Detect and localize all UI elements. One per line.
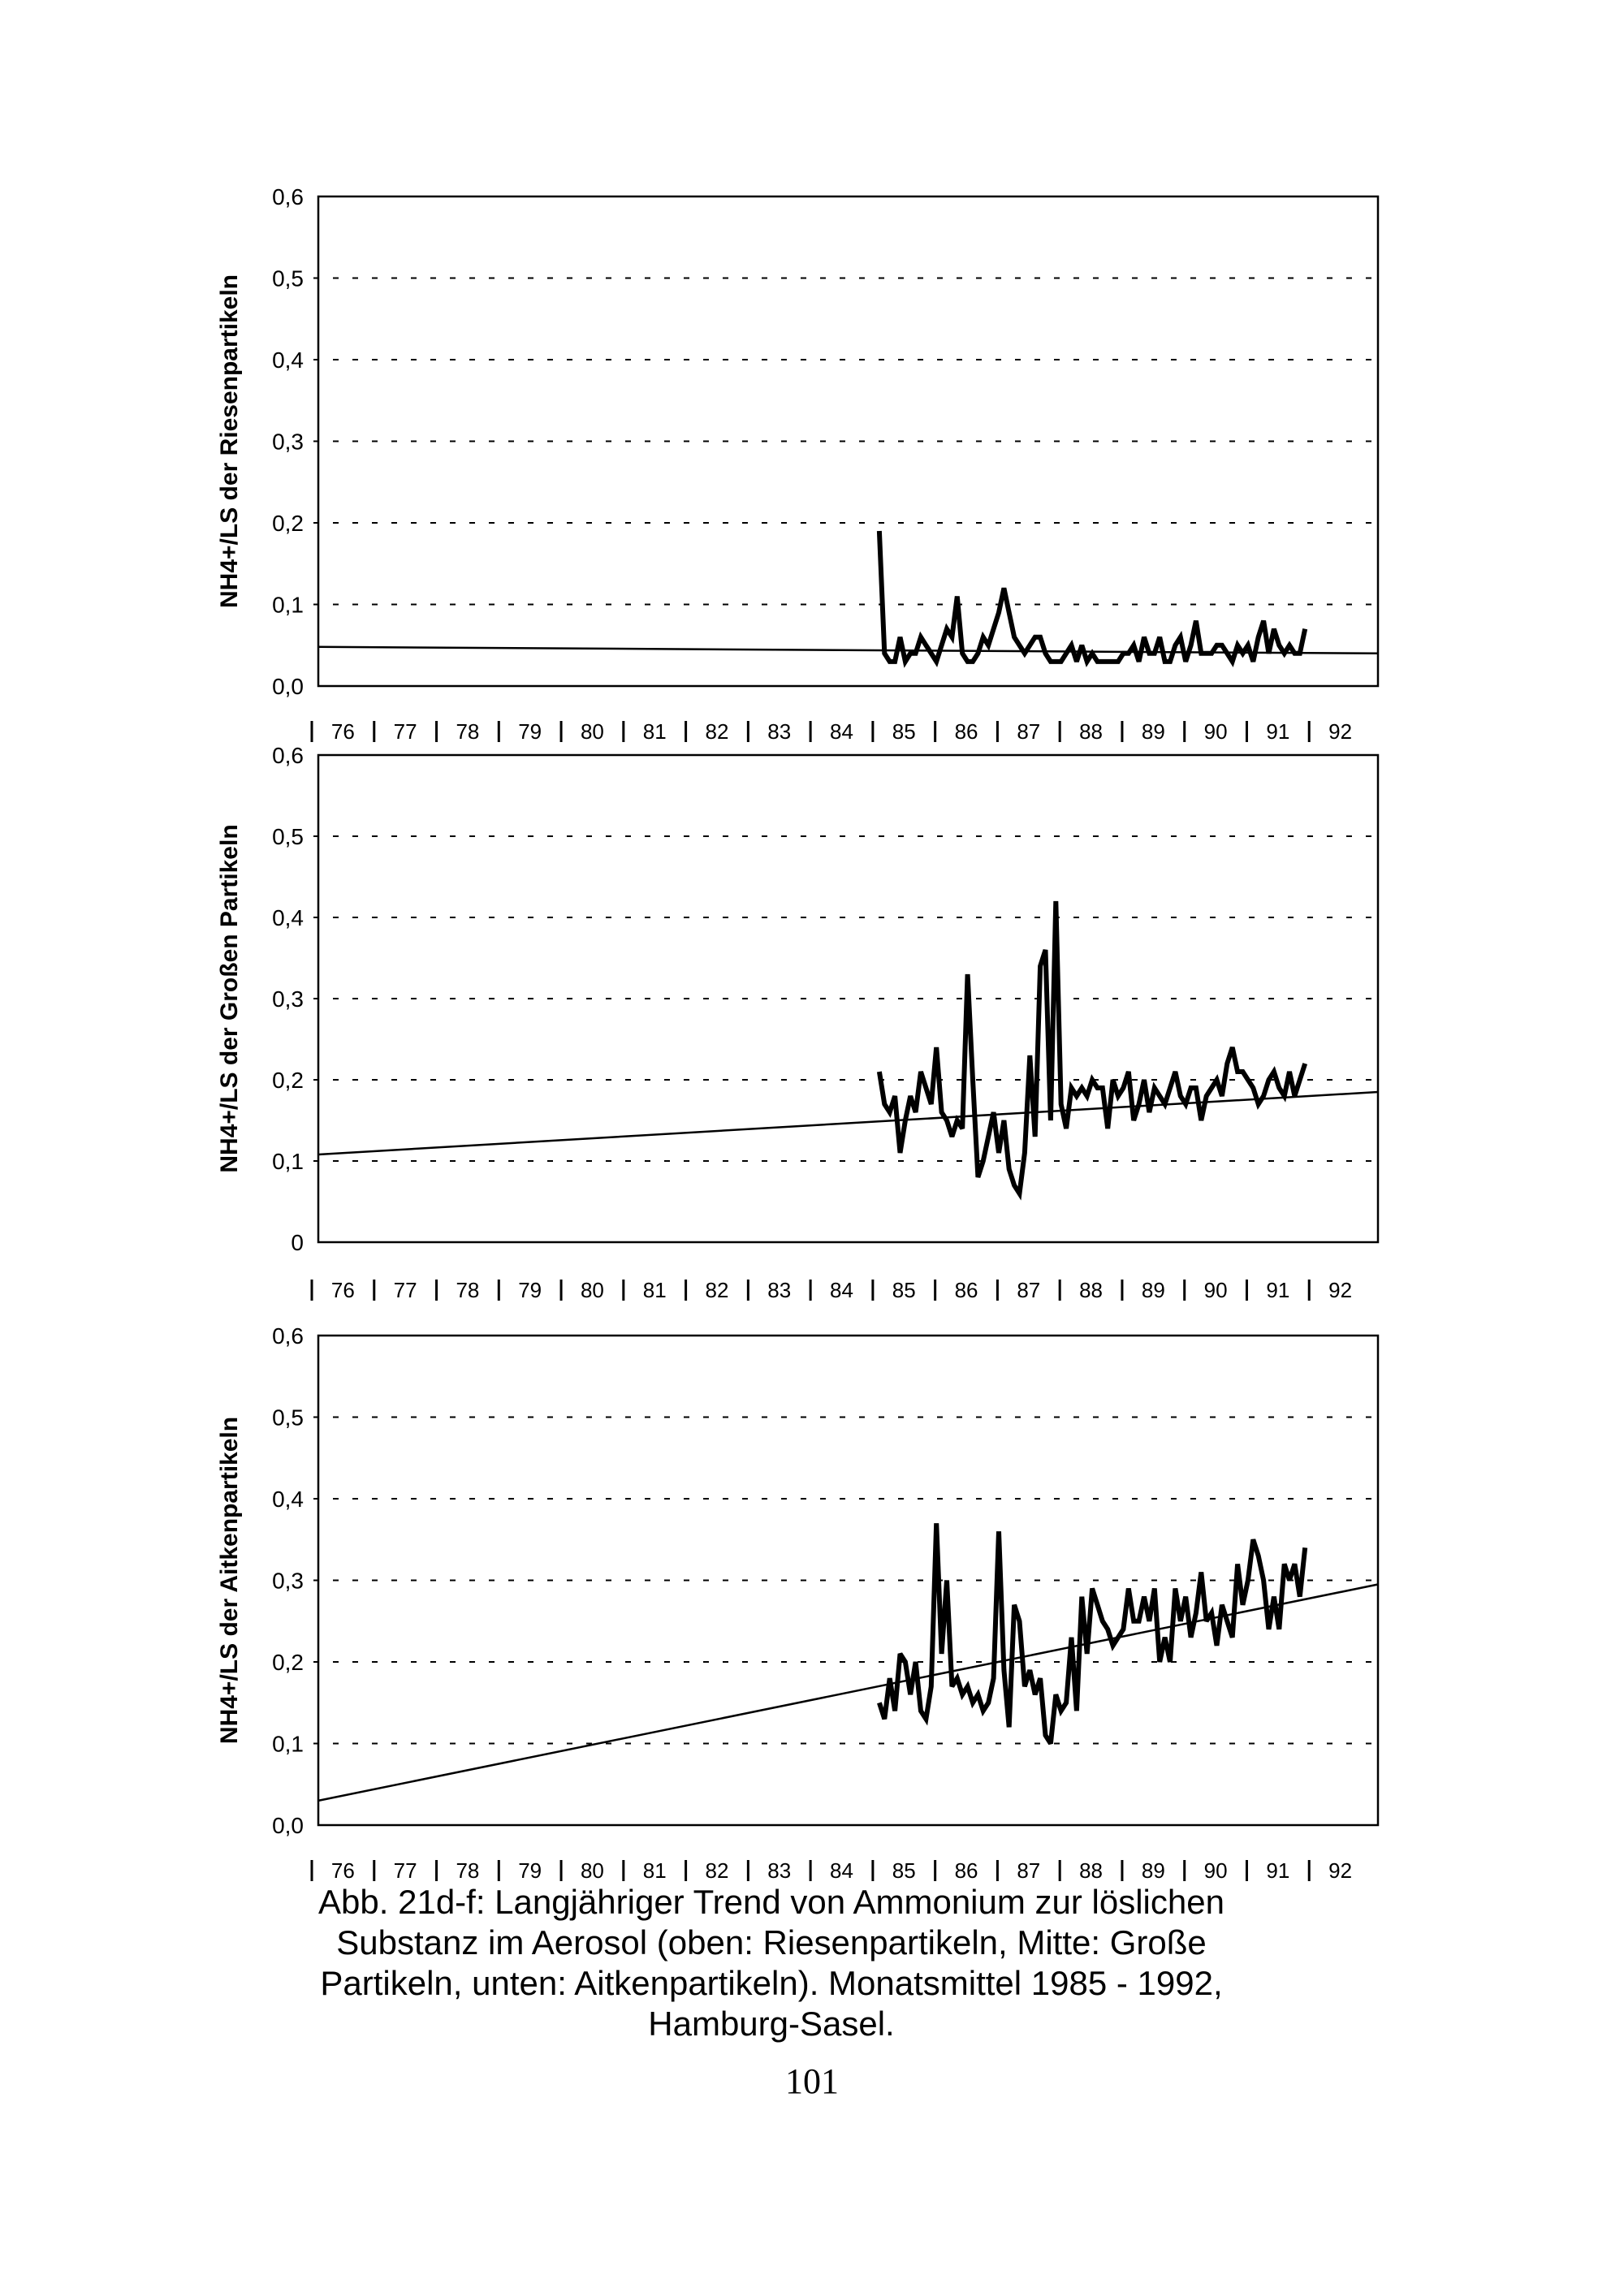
x-tick-label: 81 [642,1278,667,1302]
caption-line-2: Substanz im Aerosol (oben: Riesenpartikeln, Mitte: Große [336,1923,1207,1962]
x-tick-label: 79 [518,1858,542,1883]
page-number: 101 [785,2061,839,2101]
x-tick-label: 79 [518,1278,542,1302]
y-tick-label: 0,5 [272,1405,304,1431]
x-tick-label: 80 [580,719,604,744]
x-tick-label: 89 [1141,1858,1165,1883]
plot-frame [318,755,1378,1242]
x-tick-label: 86 [954,1278,978,1302]
y-tick-label: 0,0 [272,1813,304,1838]
x-tick-label: 88 [1079,1858,1104,1883]
y-tick-label: 0,2 [272,511,304,536]
x-tick-label: 83 [767,719,792,744]
monthly-series-line [879,531,1305,662]
x-tick-label: 85 [892,719,916,744]
x-tick-label: 85 [892,1278,916,1302]
x-tick-label: 89 [1141,719,1165,744]
y-tick-label: 0,3 [272,429,304,455]
x-tick-label: 82 [705,1278,729,1302]
x-tick-label: 92 [1328,719,1353,744]
y-tick-label: 0,6 [272,184,304,209]
x-tick-label: 87 [1017,1278,1041,1302]
x-tick-label: 90 [1203,1278,1228,1302]
x-tick-label: 90 [1203,1858,1228,1883]
caption-line-3: Partikeln, unten: Aitkenpartikeln). Monatsmittel 1985 - 1992, [320,1964,1223,2002]
x-tick-label: 88 [1079,719,1104,744]
y-tick-label: 0,2 [272,1650,304,1675]
y-tick-label: 0,4 [272,1487,304,1512]
x-tick-label: 82 [705,719,729,744]
monthly-series-line [879,901,1305,1193]
y-tick-label: 0,1 [272,592,304,618]
y-axis-label: NH4+/LS der Aitkenpartikeln [216,1416,243,1745]
x-tick-label: 76 [330,1278,355,1302]
x-tick-label: 90 [1203,719,1228,744]
x-tick-label: 92 [1328,1858,1353,1883]
y-tick-label: 0,2 [272,1068,304,1093]
x-tick-label: 78 [456,719,480,744]
x-tick-label: 78 [456,1278,480,1302]
caption-line-1: Abb. 21d-f: Langjähriger Trend von Ammonium zur löslichen [318,1883,1224,1921]
x-tick-label: 87 [1017,719,1041,744]
trend-line [318,1092,1378,1154]
x-tick-label: 82 [705,1858,729,1883]
figure-caption [244,1882,1299,2044]
x-tick-label: 87 [1017,1858,1041,1883]
x-tick-label: 76 [330,719,355,744]
y-tick-label: 0,0 [272,674,304,699]
y-tick-label: 0 [291,1230,304,1255]
x-tick-label: 86 [954,1858,978,1883]
x-tick-label: 78 [456,1858,480,1883]
x-tick-label: 77 [393,1278,417,1302]
x-tick-label: 80 [580,1858,604,1883]
y-axis-label: NH4+/LS der Großen Partikeln [216,824,243,1173]
x-tick-label: 77 [393,719,417,744]
x-tick-label: 89 [1141,1278,1165,1302]
x-tick-label: 84 [830,1278,853,1302]
plot-frame [318,1336,1378,1825]
y-tick-label: 0,1 [272,1731,304,1757]
x-tick-label: 91 [1266,1278,1290,1302]
y-tick-label: 0,6 [272,743,304,768]
y-axis-label: NH4+/LS der Riesenpartikeln [216,274,243,608]
caption-line-4: Hamburg-Sasel. [648,2005,895,2043]
monthly-series-line [879,1523,1305,1743]
x-tick-label: 80 [580,1278,604,1302]
y-tick-label: 0,5 [272,265,304,291]
y-tick-label: 0,5 [272,824,304,849]
y-tick-label: 0,4 [272,347,304,373]
x-tick-label: 77 [393,1858,417,1883]
x-tick-label: 88 [1079,1278,1104,1302]
y-tick-label: 0,1 [272,1149,304,1174]
x-tick-label: 86 [954,719,978,744]
x-tick-label: 92 [1328,1278,1353,1302]
x-tick-label: 83 [767,1858,792,1883]
x-tick-label: 81 [642,719,667,744]
x-tick-label: 81 [642,1858,667,1883]
x-tick-label: 84 [830,1858,853,1883]
y-tick-label: 0,6 [272,1323,304,1349]
x-tick-label: 76 [330,1858,355,1883]
trend-line [318,647,1378,654]
x-tick-label: 91 [1266,1858,1290,1883]
x-tick-label: 85 [892,1858,916,1883]
x-tick-label: 83 [767,1278,792,1302]
plot-frame [318,196,1378,686]
y-tick-label: 0,4 [272,905,304,930]
x-tick-label: 84 [830,719,853,744]
y-tick-label: 0,3 [272,986,304,1012]
x-tick-label: 91 [1266,719,1290,744]
y-tick-label: 0,3 [272,1568,304,1594]
x-tick-label: 79 [518,719,542,744]
